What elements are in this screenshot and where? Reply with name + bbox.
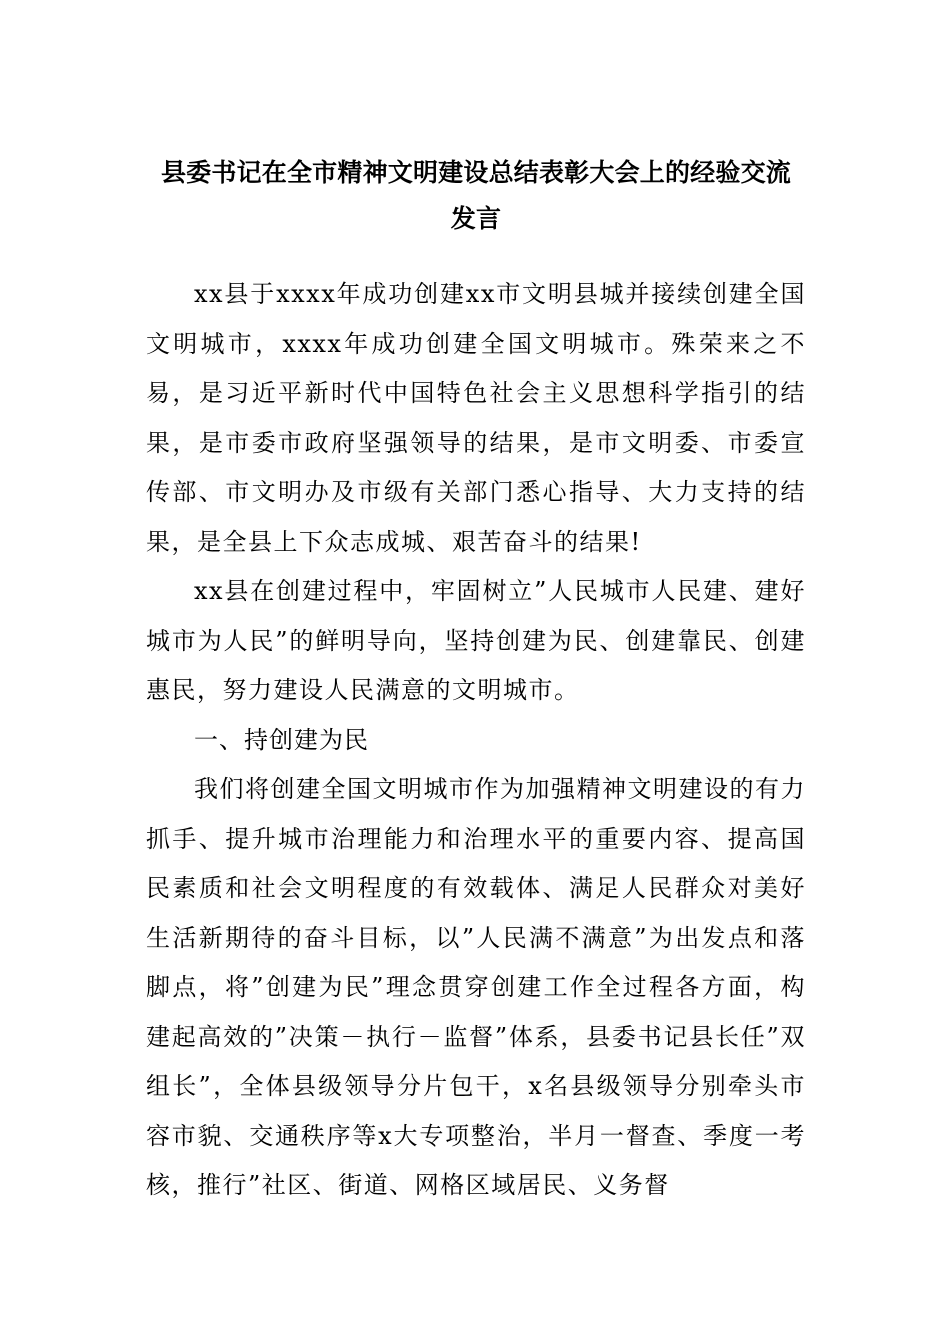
document-body <box>146 270 806 1211</box>
section-heading-1: 一、持创建为民 <box>194 725 369 754</box>
section-1-paragraph: 我们将创建全国文明城市作为加强精神文明建设的有力抓手、提升城市治理能力和治理水平的重要内容、提高国民素质和社会文明程度的有效载体、满足人民群众对美好生活新期待的奋斗目标，以”人民满不满意”为出发点和落脚点，将”创建为民”理念贯穿创建工作全过程各方面，构建起高效的”决策－执行－监督”体系，县委书记县长任”双组长”，全体县级领导分片包干，x名县级领导分别牵头市容市貌、交通秩序等x大专项整治，半月一督查、季度一考核，推行”社区、街道、网格区域居民、义务督 <box>146 775 806 1199</box>
title-line-2: 发言 <box>450 204 502 233</box>
paragraph-orientation: xx县在创建过程中，牢固树立”人民城市人民建、建好城市为人民”的鲜明导向，坚持创建为民、创建靠民、创建惠民，努力建设人民满意的文明城市。 <box>146 577 806 704</box>
title-line-1: 县委书记在全市精神文明建设总结表彰大会上的经验交流 <box>160 158 791 187</box>
document-title <box>146 150 806 242</box>
document-page <box>146 150 806 1211</box>
paragraph-intro: xx县于xxxx年成功创建xx市文明县城并接续创建全国文明城市，xxxx年成功创建全国文明城市。殊荣来之不易，是习近平新时代中国特色社会主义思想科学指引的结果，是市委市政府坚强领导的结果，是市文明委、市委宣传部、市文明办及市级有关部门悉心指导、大力支持的结果，是全县上下众志成城、艰苦奋斗的结果! <box>146 280 806 556</box>
